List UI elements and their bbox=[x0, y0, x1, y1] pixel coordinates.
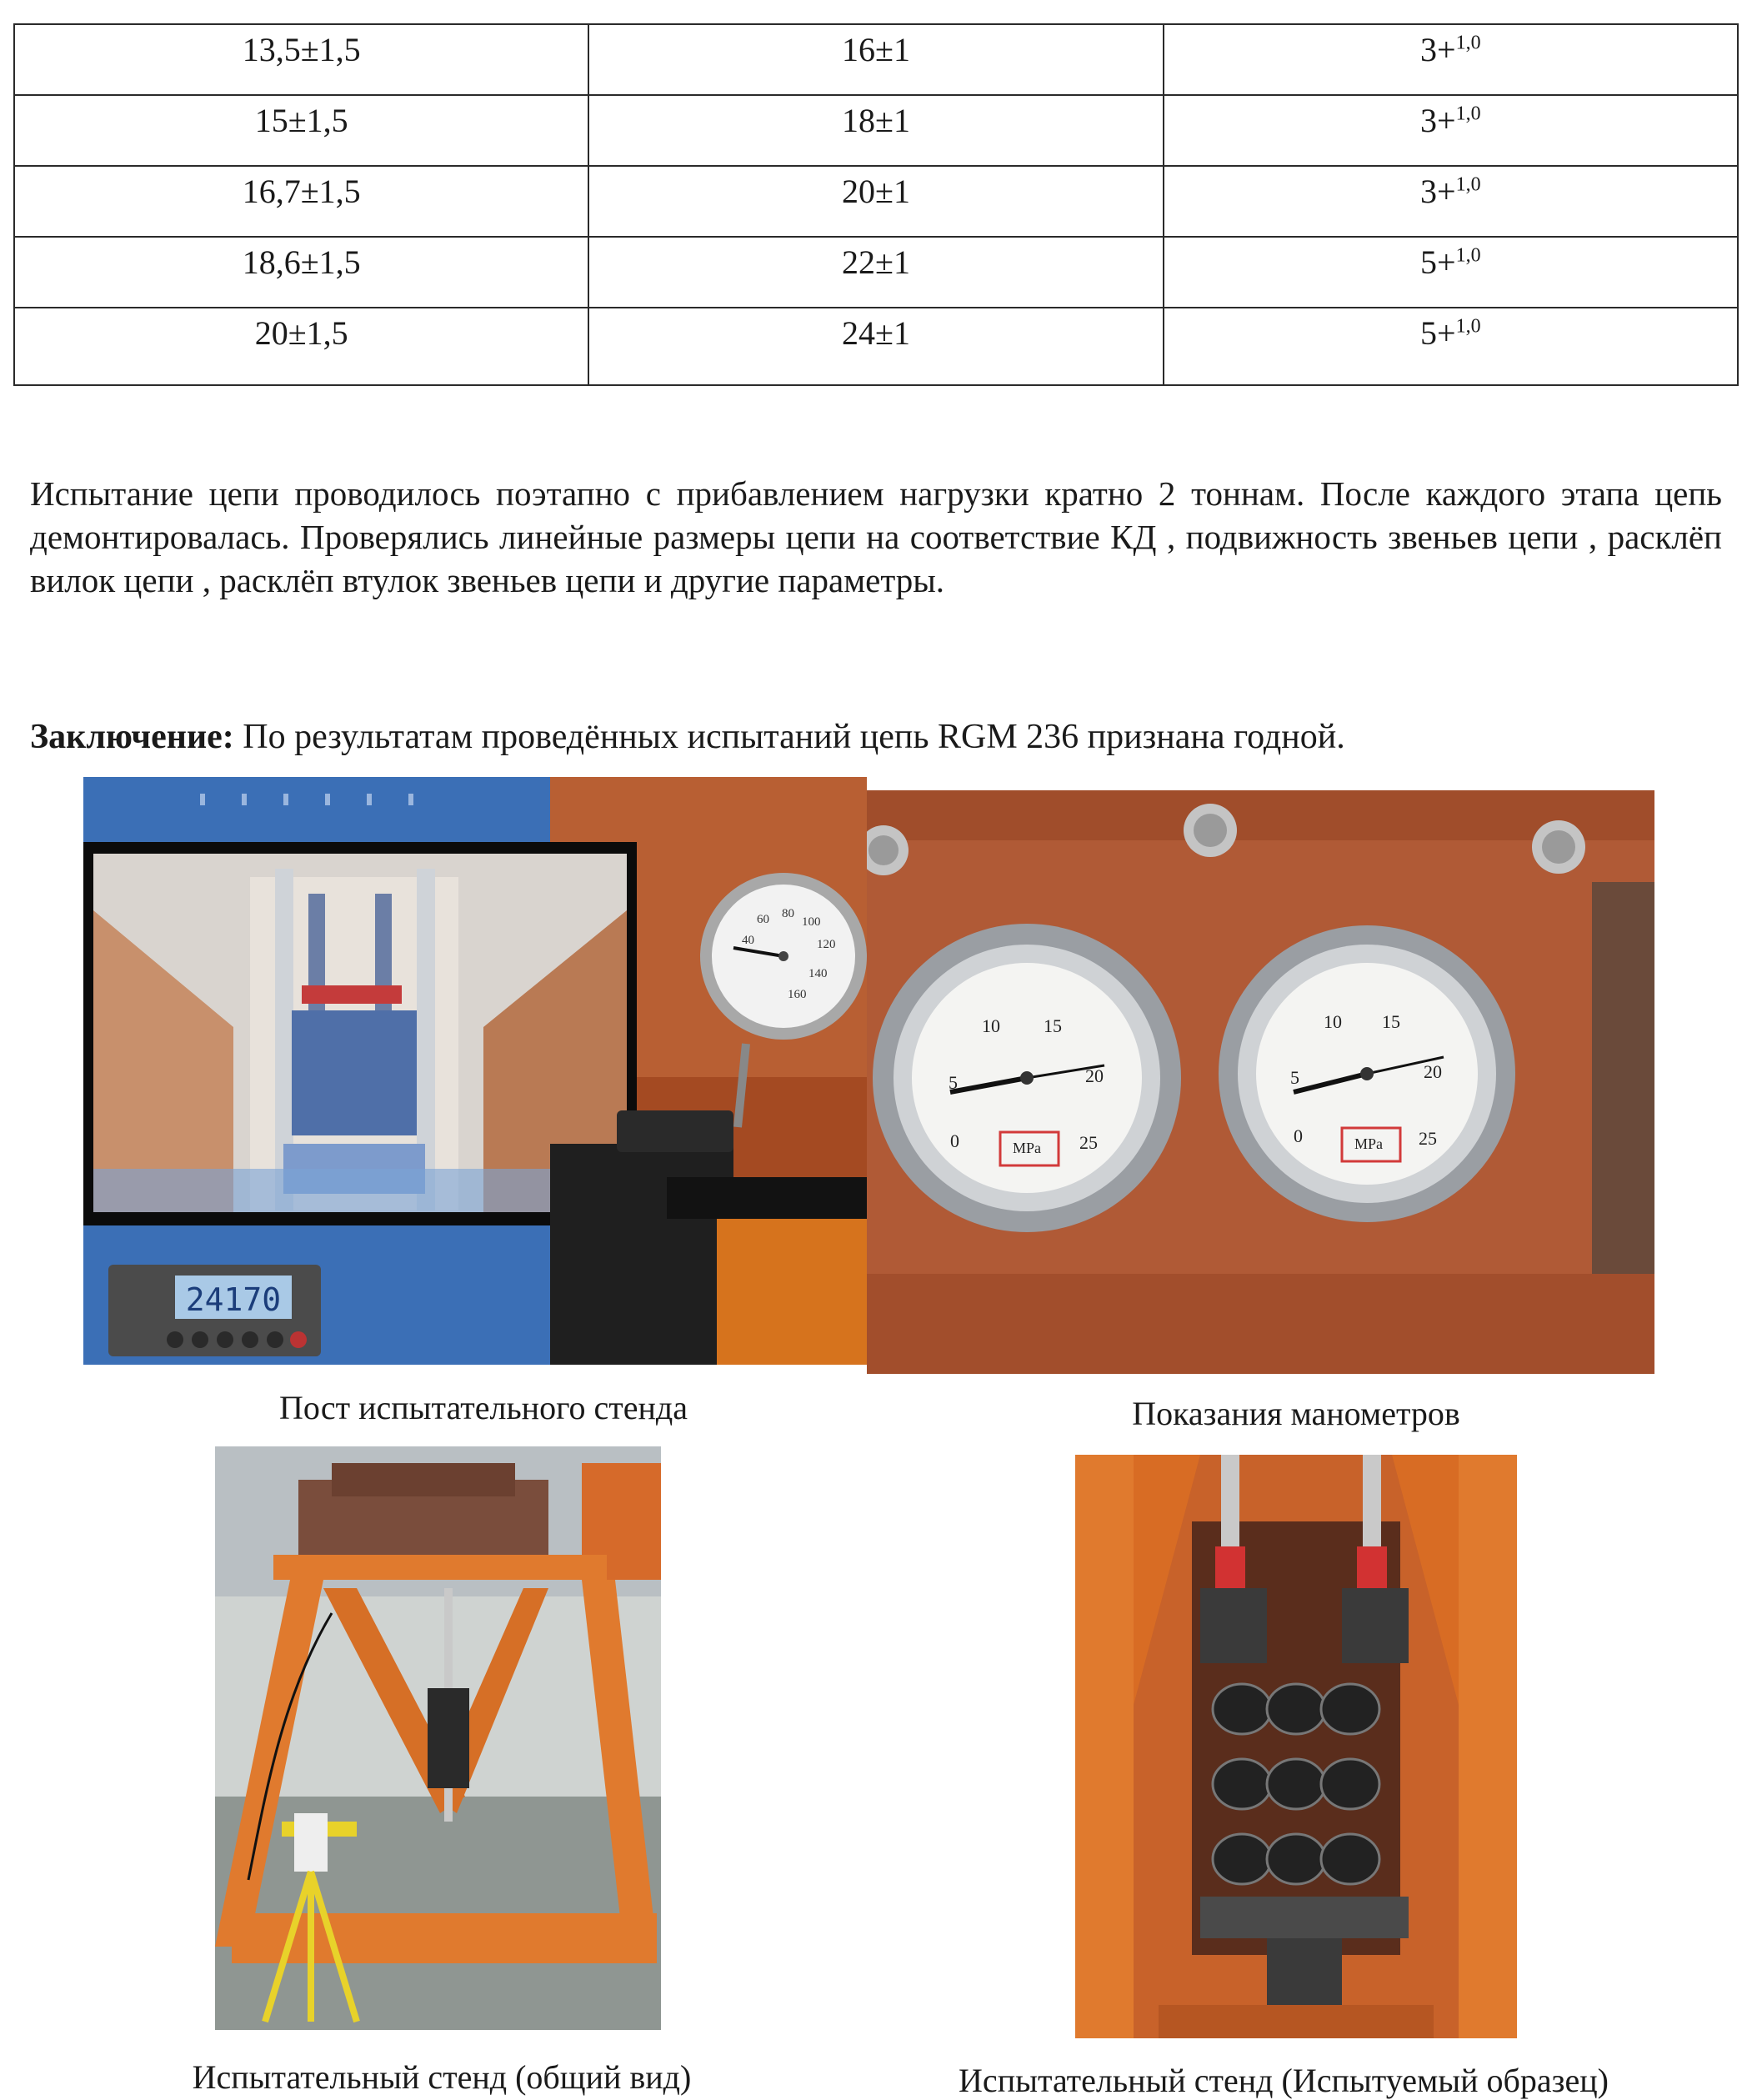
table-cell bbox=[1164, 166, 1738, 237]
cell-base: 5+ bbox=[1420, 314, 1456, 352]
photo-pressure-gauges bbox=[867, 790, 1654, 1374]
table-row bbox=[14, 237, 1738, 308]
cell-superscript: 1,0 bbox=[1455, 315, 1481, 338]
gauge-scale-label: 25 bbox=[1419, 1128, 1437, 1149]
table-cell: 16±1 bbox=[588, 24, 1163, 95]
photo-stand-general-view bbox=[215, 1446, 661, 2030]
stand-general-view-image bbox=[215, 1446, 661, 2030]
table-cell: 22±1 bbox=[588, 237, 1163, 308]
table-cell: 20±1 bbox=[588, 166, 1163, 237]
table-cell bbox=[1164, 237, 1738, 308]
cell-base: 3+ bbox=[1420, 31, 1456, 68]
table-row bbox=[14, 308, 1738, 385]
spec-table bbox=[13, 23, 1739, 386]
gauge-tick-label: 60 bbox=[757, 913, 769, 926]
cell-superscript: 1,0 bbox=[1455, 32, 1481, 54]
test-description: Испытание цепи проводилось поэтапно с прибавлением нагрузки кратно 2 тоннам. После каждого этапа цепь демонтировалась. Проверялись линейные размеры цепи на соответствие КД , подвижность звеньев цепи , расклёп вилок цепи , расклёп втулок звеньев цепи и другие параметры. bbox=[30, 474, 1722, 599]
test-stand-post-image bbox=[83, 777, 867, 1365]
caption-stand-sample: Испытательный стенд (Испытуемый образец) bbox=[959, 2062, 1609, 2099]
gauge-tick-label: 40 bbox=[742, 934, 754, 947]
table-cell: 20±1,5 bbox=[14, 308, 588, 385]
gauge-scale-label: 15 bbox=[1044, 1015, 1062, 1036]
table-cell: 13,5±1,5 bbox=[14, 24, 588, 95]
display-reading: 24170 bbox=[185, 1281, 282, 1318]
gauge-tick-label: 100 bbox=[802, 915, 821, 929]
table-cell bbox=[1164, 95, 1738, 166]
caption-pressure-gauges: Показания манометров bbox=[1132, 1395, 1460, 1432]
table-cell: 18,6±1,5 bbox=[14, 237, 588, 308]
table-cell: 16,7±1,5 bbox=[14, 166, 588, 237]
gauge-scale-label: 10 bbox=[1324, 1011, 1342, 1032]
conclusion-label: Заключение: bbox=[30, 718, 234, 756]
cell-superscript: 1,0 bbox=[1455, 173, 1481, 196]
cell-base: 3+ bbox=[1420, 173, 1456, 210]
stand-sample-image bbox=[1075, 1455, 1517, 2038]
gauge-scale-label: 0 bbox=[950, 1130, 959, 1151]
table-cell: 24±1 bbox=[588, 308, 1163, 385]
table-row bbox=[14, 24, 1738, 95]
table-row bbox=[14, 95, 1738, 166]
conclusion bbox=[30, 717, 1730, 757]
photo-test-stand-post bbox=[83, 777, 867, 1365]
table-cell: 15±1,5 bbox=[14, 95, 588, 166]
gauge-tick-label: 140 bbox=[808, 967, 828, 980]
conclusion-text: По результатам проведённых испытаний цепь RGM 236 признана годной. bbox=[233, 718, 1345, 756]
gauge-unit: MPa bbox=[1013, 1140, 1042, 1156]
gauge-tick-label: 160 bbox=[788, 988, 807, 1001]
gauge-tick-label: 80 bbox=[782, 907, 794, 920]
cell-superscript: 1,0 bbox=[1455, 103, 1481, 125]
cell-superscript: 1,0 bbox=[1455, 244, 1481, 267]
cell-base: 5+ bbox=[1420, 243, 1456, 281]
table-cell bbox=[1164, 24, 1738, 95]
gauge-unit: MPa bbox=[1354, 1135, 1384, 1152]
gauge-scale-label: 15 bbox=[1382, 1011, 1400, 1032]
gauge-scale-label: 0 bbox=[1294, 1125, 1303, 1146]
gauge-scale-label: 20 bbox=[1424, 1061, 1442, 1082]
table-cell bbox=[1164, 308, 1738, 385]
gauge-scale-label: 20 bbox=[1085, 1065, 1104, 1086]
table-cell: 18±1 bbox=[588, 95, 1163, 166]
gauge-scale-label: 25 bbox=[1079, 1132, 1098, 1153]
caption-stand-general-view: Испытательный стенд (общий вид) bbox=[192, 2058, 692, 2096]
cell-base: 3+ bbox=[1420, 102, 1456, 139]
pressure-gauges-image bbox=[867, 790, 1654, 1374]
gauge-scale-label: 5 bbox=[1290, 1067, 1299, 1088]
gauge-tick-label: 120 bbox=[817, 938, 836, 951]
photo-stand-sample bbox=[1075, 1455, 1517, 2038]
gauge-scale-label: 10 bbox=[982, 1015, 1000, 1036]
gauge-scale-label: 5 bbox=[949, 1072, 958, 1093]
caption-test-stand-post: Пост испытательного стенда bbox=[279, 1389, 688, 1426]
table-row bbox=[14, 166, 1738, 237]
